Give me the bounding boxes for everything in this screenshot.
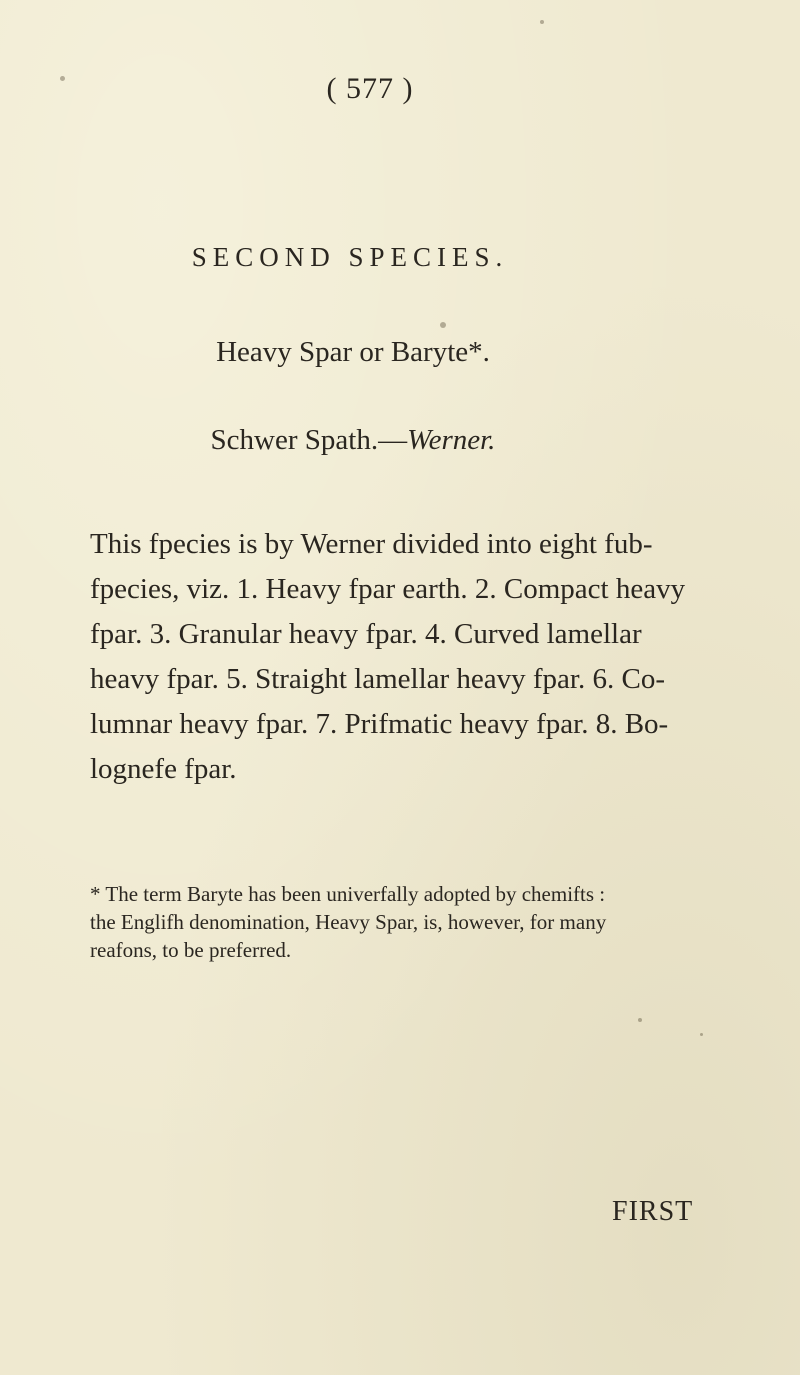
body-line: fpar. 3. Granular heavy fpar. 4. Curved lamellar (90, 618, 642, 650)
page-number: ( 577 ) (326, 72, 414, 105)
body-line: lumnar heavy fpar. 7. Prifmatic heavy fpar. 8. Bo- (90, 708, 669, 740)
catchword: FIRST (612, 1196, 694, 1227)
authority-name: Werner. (407, 424, 496, 456)
footnote-line: the Englifh denomination, Heavy Spar, is, however, for many (90, 910, 607, 934)
species-name: Heavy Spar or Baryte*. (216, 336, 490, 368)
body-paragraph (90, 522, 705, 792)
german-name-text: Schwer Spath.— (210, 424, 408, 456)
german-name (0, 424, 753, 457)
footnote-line: reafons, to be preferred. (90, 938, 292, 962)
paper-speck (638, 1018, 642, 1022)
paper-speck (440, 322, 446, 328)
footnote (90, 880, 710, 964)
footnote-line: * The term Baryte has been univerfally adopted by chemifts : (90, 882, 606, 906)
body-line: fpecies, viz. 1. Heavy fpar earth. 2. Compact heavy (90, 573, 686, 605)
body-line: heavy fpar. 5. Straight lamellar heavy fpar. 6. Co- (90, 663, 665, 695)
section-heading: SECOND SPECIES. (191, 242, 509, 272)
body-line: This fpecies is by Werner divided into eight fub- (90, 528, 653, 560)
paper-speck (60, 76, 65, 81)
body-line: lognefe fpar. (90, 753, 237, 785)
paper-speck (700, 1033, 703, 1036)
paper-speck (540, 20, 544, 24)
